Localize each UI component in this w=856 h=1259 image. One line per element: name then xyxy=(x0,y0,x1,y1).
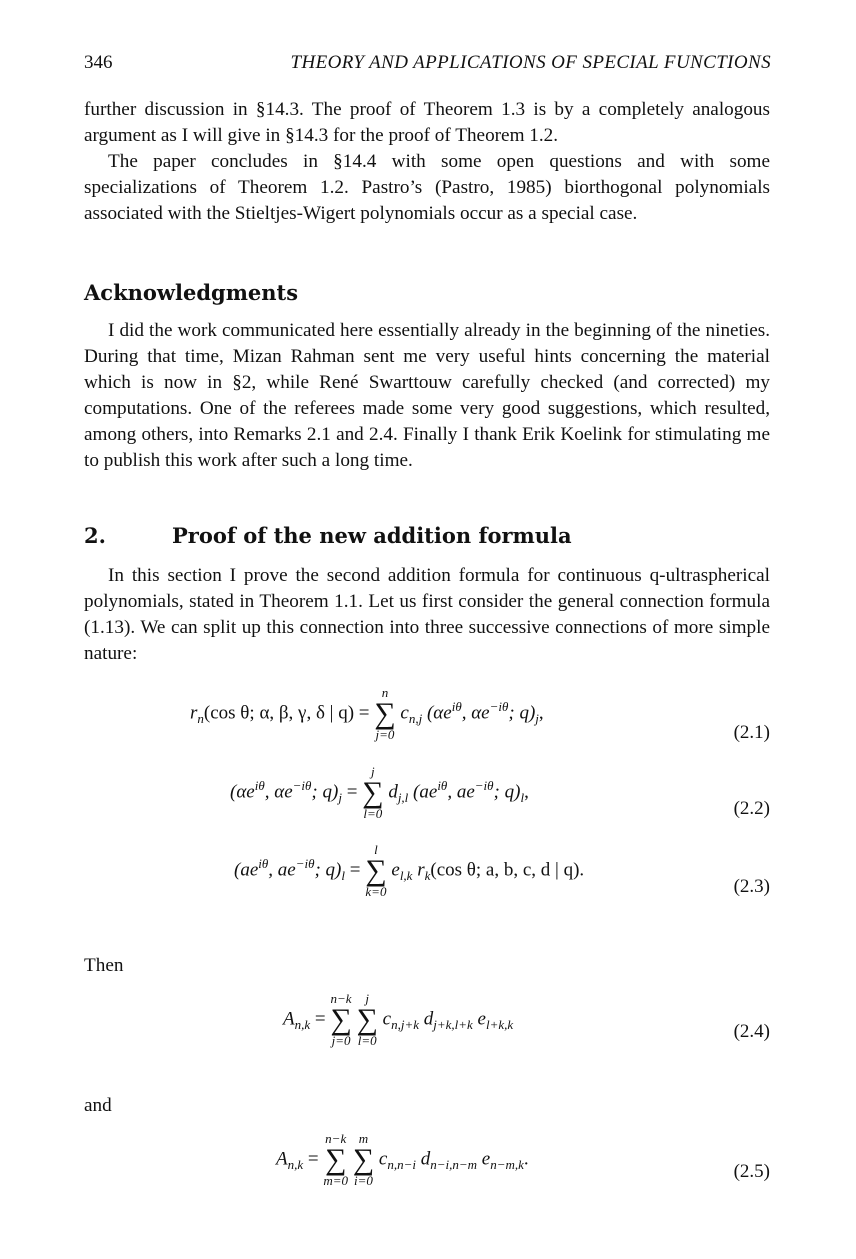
running-header xyxy=(84,52,771,78)
paragraph-acknowledgments: I did the work communicated here essentially already in the beginning of the nineties. During that time, Mizan Rahman sent me very useful hints concerning the material which is now in §2, while René Swarttouw carefully checked (and corrected) my computations. One of the referees made some very good suggestions, which resulted, among others, into Remarks 2.1 and 2.4. Finally I thank Erik Koelink for stimulating me to publish this work after such a long time. xyxy=(84,320,770,471)
word-then: Then xyxy=(84,955,124,976)
summation-outer: n−k ∑ j=0 xyxy=(330,991,352,1048)
word-and: and xyxy=(84,1095,112,1116)
equation-number-2-4: (2.4) xyxy=(733,1021,770,1042)
equation-number-2-3: (2.3) xyxy=(733,876,770,897)
equation-number-2-1: (2.1) xyxy=(733,722,770,743)
equation-number-2-2: (2.2) xyxy=(733,798,770,819)
equation-2-1: $r_n(\cos$ θ; α, β, γ, δ | q) = n ∑ j=0 $c_{n,j}$ ($\alpha e^{i\theta}$, $\alpha e^{-i\theta}$; $q)_j$, xyxy=(190,685,544,742)
section-number: 2. xyxy=(84,523,106,548)
summation-inner: j ∑ l=0 xyxy=(356,991,378,1048)
acknowledgments-heading: Acknowledgments xyxy=(84,280,299,305)
summation: l ∑ k=0 xyxy=(365,842,387,899)
equation-2-4: $A_{n,k}$ = n−k ∑ j=0 j ∑ l=0 $c_{n,j+k}$ $d_{j+k,l+k}$ $e_{l+k,k}$ xyxy=(283,991,514,1048)
summation: j ∑ l=0 xyxy=(362,764,384,821)
equation-number-2-5: (2.5) xyxy=(733,1161,770,1182)
paragraph-intro-end: further discussion in §14.3. The proof of Theorem 1.3 is by a completely analogous argument as I will give in §14.3 for the proof of Theorem 1.2. xyxy=(84,99,770,146)
running-title: THEORY AND APPLICATIONS OF SPECIAL FUNCTIONS xyxy=(290,52,771,73)
paragraph-section-intro: In this section I prove the second addition formula for continuous q-ultraspherical polynomials, stated in Theorem 1.1. Let us first consider the general connection formula (1.13). We can split up this connection into three successive connections of more simple nature: xyxy=(84,565,770,664)
equation-2-3: ($ae^{i\theta}$, $ae^{-i\theta}$; $q)_l$ = l ∑ k=0 $e_{l,k}$ $r_k(\cos$ θ; a, b, c, d | q). xyxy=(234,842,585,899)
summation-outer: n−k ∑ m=0 xyxy=(323,1131,349,1188)
section-title: Proof of the new addition formula xyxy=(172,523,572,548)
equation-2-5: $A_{n,k}$ = n−k ∑ m=0 m ∑ i=0 $c_{n,n-i}$ $d_{n-i,n-m}$ $e_{n-m,k}$. xyxy=(276,1131,529,1188)
equation-2-2: ($\alpha e^{i\theta}$, $\alpha e^{-i\theta}$; $q)_j$ = j ∑ l=0 $d_{j,l}$ ($ae^{i\theta}$, $ae^{-i\theta}$; $q)_l$, xyxy=(230,764,529,821)
paragraph-conclusion: The paper concludes in §14.4 with some open questions and with some specializations of Theorem 1.2. Pastro’s (Pastro, 1985) biorthogonal polynomials associated with the Stieltjes-Wigert polynomials occur as a special case. xyxy=(84,151,770,224)
page-number: 346 xyxy=(84,52,113,73)
summation: n ∑ j=0 xyxy=(374,685,396,742)
summation-inner: m ∑ i=0 xyxy=(352,1131,375,1188)
